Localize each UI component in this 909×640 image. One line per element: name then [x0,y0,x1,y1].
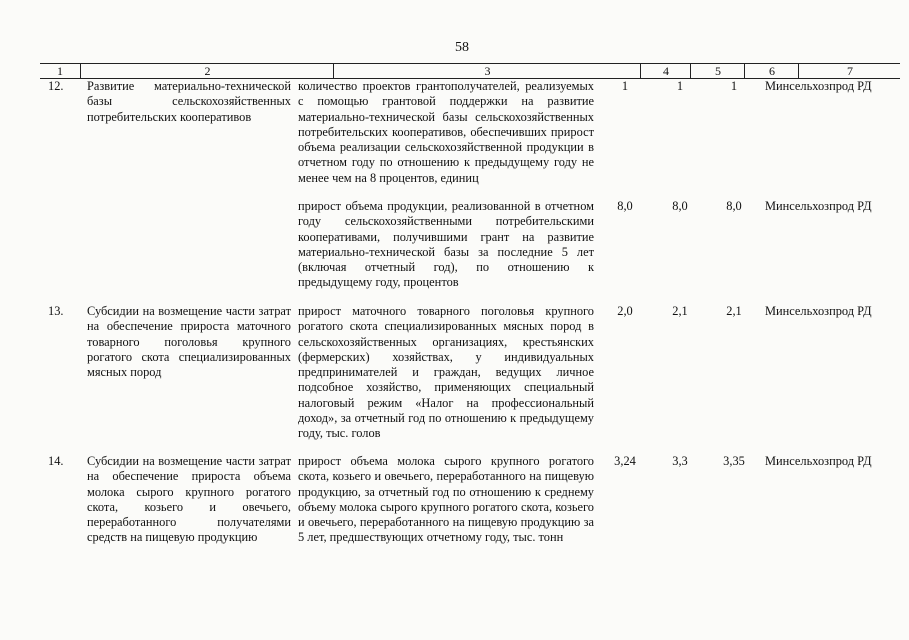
value-col-4: 2,0 [617,304,633,318]
value-col-6: 8,0 [726,199,742,213]
row-name: Субсидии на возмещение части затрат на обеспечение прироста объема молока сырого крупного рогатого скота, козьего и овечьего, переработанного получателями средств на пищевую продукцию [87,454,291,545]
table-header [40,63,900,79]
indicator-text: прирост объема продукции, реализованной в отчетном году сельскохозяйственными потребительскими кооперативами, получившими грант на развитие материально-технической базы за последние 5 лет (включая отчетный год), по отношению к предыдущему году, процентов [298,199,594,290]
indicator-text: прирост объема молока сырого крупного рогатого скота, козьего и овечьего, переработанного на пищевую продукцию, за отчетный год по отношению к среднему объему молока сырого крупного рогатого скота, козьего и овечьего, переработанного на пищевую продукцию за 5 лет, предшествующих отчетному году, тыс. тонн [298,454,594,545]
row-number: 13. [48,304,64,318]
value-col-4: 8,0 [617,199,633,213]
value-col-5: 1 [676,79,684,93]
value-col-4: 3,24 [614,454,636,468]
indicator-text: количество проектов грантополучателей, реализуемых с помощью грантовой поддержки на развитие материально-технической базы сельскохозяйственных потребительских кооперативов, обеспечивших прирост объема реализации сельскохозяйственной продукции в отчетном году по отношению к предыдущему году не менее чем на 8 процентов, единиц [298,79,594,185]
header-col-2: 2 [80,64,334,78]
value-col-6: 1 [730,79,738,93]
executor: Минсельхозпрод РД [765,304,872,318]
row-number: 14. [48,454,64,468]
row-name: Субсидии на возмещение части затрат на обеспечение прироста маточного товарного поголовья крупного рогатого скота специализированных мясных пород [87,304,291,380]
row-number: 12. [48,79,64,93]
page-number: 58 [455,40,469,55]
header-col-1: 1 [57,64,63,78]
value-col-6: 3,35 [723,454,745,468]
header-col-7: 7 [798,64,901,78]
indicator-text: прирост маточного товарного поголовья крупного рогатого скота специализированных мясных пород в сельскохозяйственных организациях, крестьянских (фермерских) хозяйствах, у индивидуальных предпринимателей и граждан, ведущих личное подсобное хозяйство, применяющих специальный налоговый режим «Налог на профессиональный доход», за отчетный год по отношению к предыдущему году, тыс. голов [298,304,594,441]
value-col-5: 3,3 [672,454,688,468]
executor: Минсельхозпрод РД [765,454,872,468]
executor: Минсельхозпрод РД [765,199,872,213]
value-col-6: 2,1 [726,304,742,318]
row-name: Развитие материально-технической базы сельскохозяйственных потребительских кооперативов [87,79,291,124]
value-col-5: 2,1 [672,304,688,318]
header-col-6: 6 [744,64,799,78]
value-col-4: 1 [621,79,629,93]
header-col-5: 5 [690,64,745,78]
header-col-3: 3 [333,64,641,78]
header-col-4: 4 [640,64,691,78]
value-col-5: 8,0 [672,199,688,213]
executor: Минсельхозпрод РД [765,79,872,93]
